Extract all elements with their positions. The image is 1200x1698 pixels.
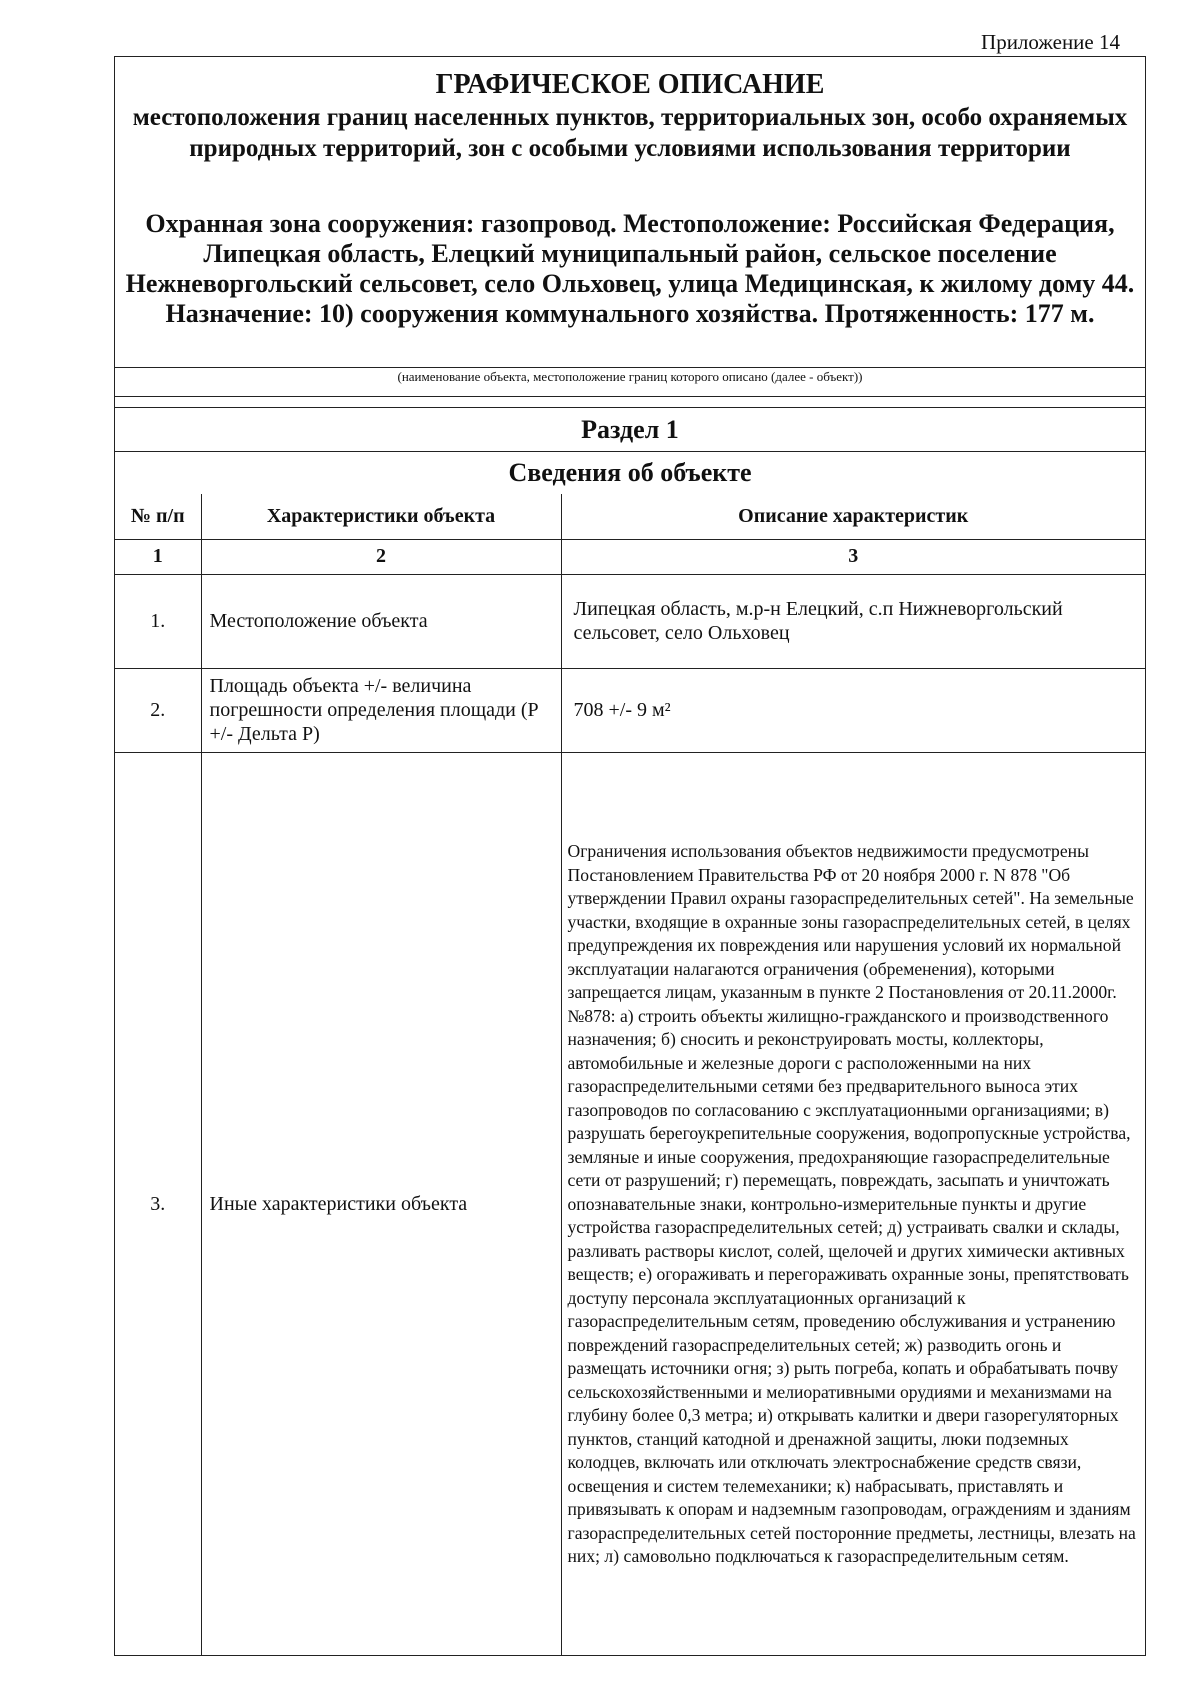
column-number: 2 xyxy=(201,539,561,574)
row-name: Иные характеристики объекта xyxy=(201,752,561,1656)
column-number-row xyxy=(115,539,1145,574)
object-description: Охранная зона сооружения: газопровод. Местоположение: Российская Федерация, Липецкая область, Елецкий муниципальный район, сельское поселение Нежневоргольский сельсовет, село Ольховец, улица Медицинская, к жилому дому 44. Назначение: 10) сооружения коммунального хозяйства. Протяженность: 177 м. xyxy=(125,209,1135,328)
divider xyxy=(115,396,1145,397)
appendix-label: Приложение 14 xyxy=(981,30,1120,54)
divider xyxy=(115,451,1145,452)
section-title: Раздел 1 xyxy=(581,415,679,444)
row-number: 1. xyxy=(115,574,201,668)
divider xyxy=(115,407,1145,408)
column-number: 3 xyxy=(561,539,1145,574)
row-name: Площадь объекта +/- величина погрешности определения площади (P +/- Дельта P) xyxy=(201,668,561,752)
document-frame xyxy=(114,56,1146,1656)
row-value: Липецкая область, м.р-н Елецкий, с.п Нижневоргольский сельсовет, село Ольховец xyxy=(561,574,1145,668)
table-row xyxy=(115,752,1145,1656)
column-header: Описание характеристик xyxy=(561,494,1145,539)
divider xyxy=(115,367,1145,368)
row-name: Местоположение объекта xyxy=(201,574,561,668)
row-number: 3. xyxy=(115,752,201,1656)
section-subtitle: Сведения об объекте xyxy=(508,458,752,487)
document-subtitle: местоположения границ населенных пунктов, территориальных зон, особо охраняемых природных территорий, зон с особыми условиями использования территории xyxy=(132,104,1128,162)
object-info-table xyxy=(115,494,1145,1656)
table-header-row xyxy=(115,494,1145,539)
row-value: 708 +/- 9 м² xyxy=(561,668,1145,752)
object-caption: (наименование объекта, местоположение границ которого описано (далее - объект)) xyxy=(397,369,863,384)
column-header: № п/п xyxy=(115,494,201,539)
column-number: 1 xyxy=(115,539,201,574)
document-title: ГРАФИЧЕСКОЕ ОПИСАНИЕ xyxy=(435,69,825,100)
table-row xyxy=(115,668,1145,752)
row-value: Ограничения использования объектов недвижимости предусмотрены Постановлением Правительства РФ от 20 ноября 2000 г. N 878 "Об утверждении Правил охраны газораспределительных сетей". На земельные участки, входящие в охранные зоны газораспределительных сетей, в целях предупреждения их повреждения или нарушения условий их нормальной эксплуатации налагаются ограничения (обременения), которыми запрещается лицам, указанным в пункте 2 Постановления от 20.11.2000г. №878: а) строить объекты жилищно-гражданского и производственного назначения; б) сносить и реконструировать мосты, коллекторы, автомобильные и железные дороги с расположенными на них газораспределительными сетями без предварительного выноса этих газопроводов по согласованию с эксплуатационными организациями; в) разрушать берегоукрепительные сооружения, водопропускные устройства, земляные и иные сооружения, предохраняющие газораспределительные сети от разрушений; г) перемещать, повреждать, засыпать и уничтожать опознавательные знаки, контрольно-измерительные пункты и другие устройства газораспределительных сетей; д) устраивать свалки и склады, разливать растворы кислот, солей, щелочей и других химически активных веществ; е) огораживать и перегораживать охранные зоны, препятствовать доступу персонала эксплуатационных организаций к газораспределительным сетям, проведению обслуживания и устранению повреждений газораспределительных сетей; ж) разводить огонь и размещать источники огня; з) рыть погреба, копать и обрабатывать почву сельскохозяйственными и мелиоративными орудиями и механизмами на глубину более 0,3 метра; и) открывать калитки и двери газорегуляторных пунктов, станций катодной и дренажной защиты, люки подземных колодцев, включать или отключать электроснабжение средств связи, освещения и систем телемеханики; к) набрасывать, приставлять и привязывать к опорам и надземным газопроводам, ограждениям и зданиям газораспределительных сетей посторонние предметы, лестницы, влезать на них; л) самовольно подключаться к газораспределительным сетям. xyxy=(561,752,1145,1656)
table-row xyxy=(115,574,1145,668)
document-header xyxy=(115,57,1145,367)
column-header: Характеристики объекта xyxy=(201,494,561,539)
row-number: 2. xyxy=(115,668,201,752)
